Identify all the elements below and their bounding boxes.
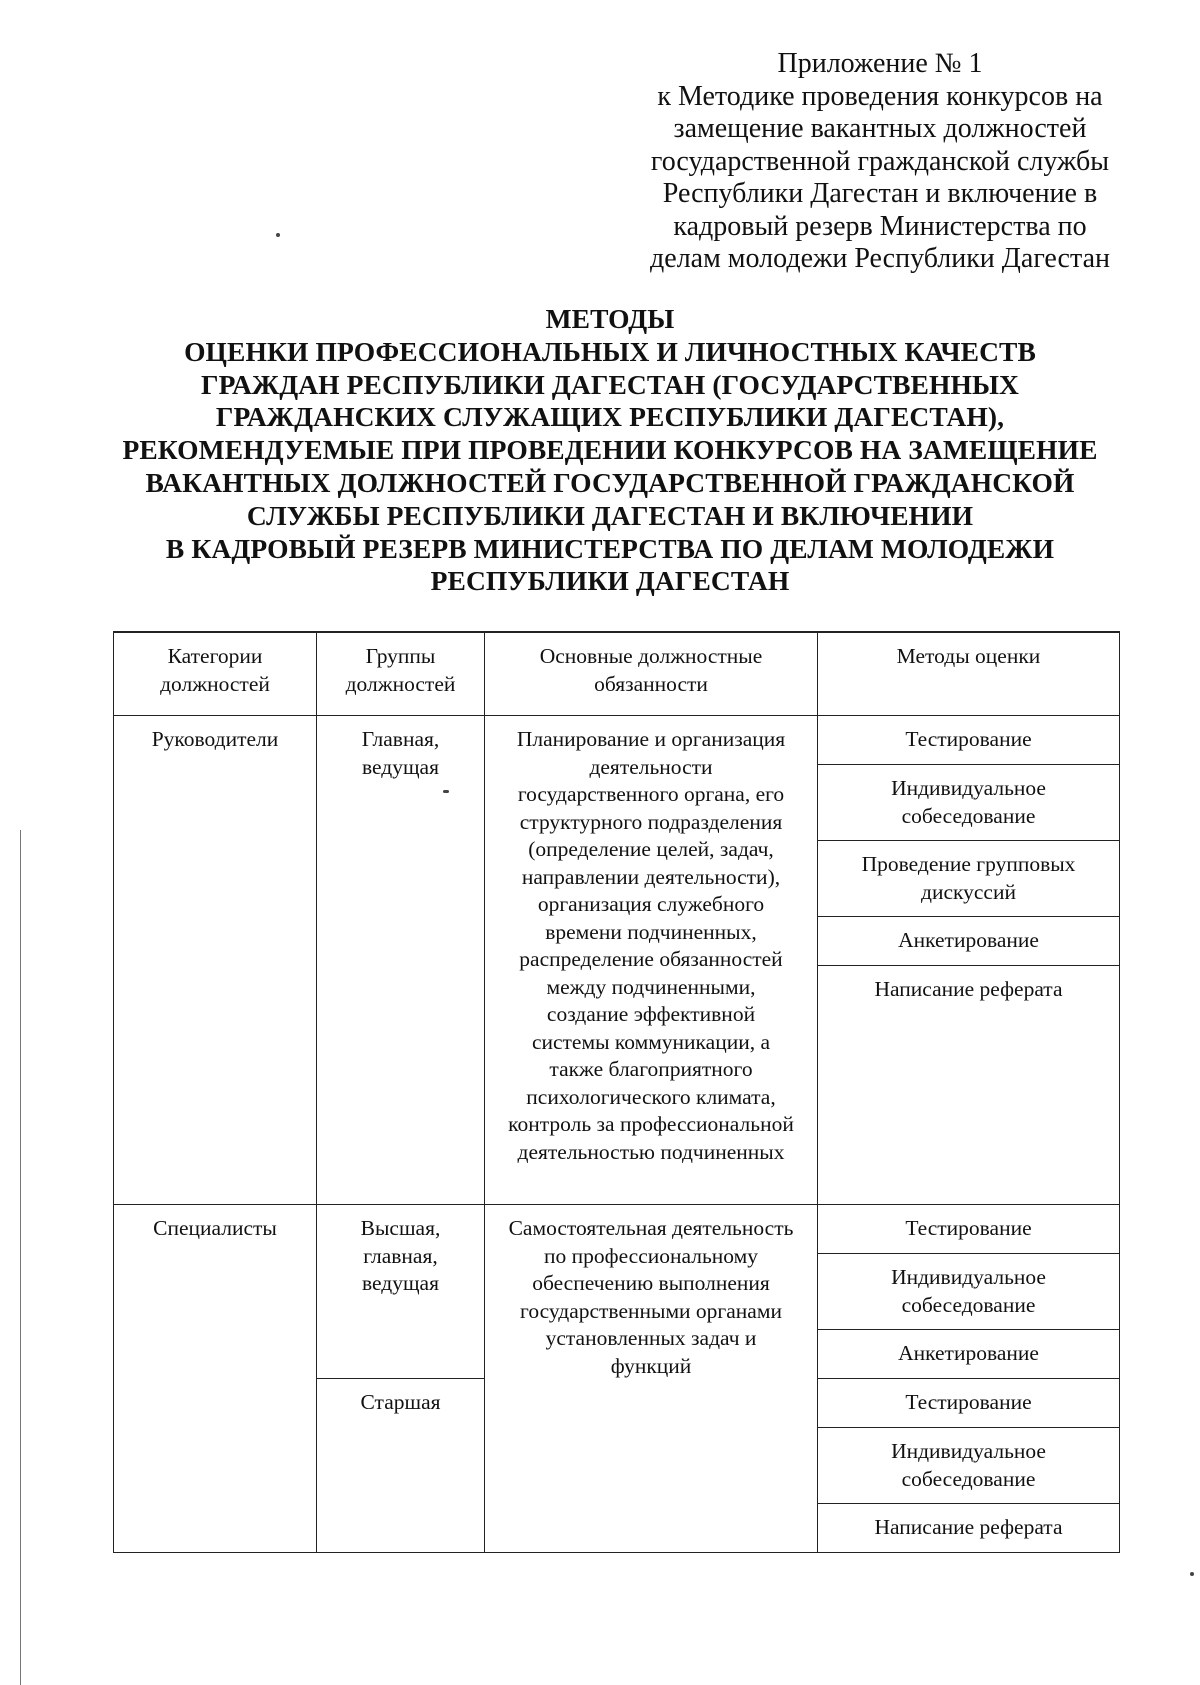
header-categories: Категории должностей xyxy=(114,632,317,716)
appendix-line: Приложение № 1 xyxy=(777,48,983,79)
group-managers: Главная, ведущая xyxy=(317,716,485,1205)
table-row xyxy=(114,1205,1120,1254)
title-line: МЕТОДЫ xyxy=(545,303,675,334)
category-specialists: Специалисты xyxy=(114,1205,317,1553)
table-header-row xyxy=(114,632,1120,716)
title-line: ОЦЕНКИ ПРОФЕССИОНАЛЬНЫХ И ЛИЧНОСТНЫХ КАЧЕСТВ xyxy=(184,335,1036,367)
category-managers: Руководители xyxy=(114,716,317,1205)
scan-speck xyxy=(276,233,280,237)
group-specialists-senior: Высшая, главная, ведущая xyxy=(317,1205,485,1379)
header-groups: Группы должностей xyxy=(317,632,485,716)
method-cell: Индивидуальное собеседование xyxy=(818,1254,1120,1330)
title-line: РЕСПУБЛИКИ ДАГЕСТАН xyxy=(430,565,790,597)
appendix-line: государственной гражданской службы xyxy=(650,145,1110,177)
header-duties: Основные должностные обязанности xyxy=(485,632,818,716)
method-cell: Индивидуальное собеседование xyxy=(818,765,1120,841)
duties-specialists: Самостоятельная деятельность по профессиональному обеспечению выполнения государственными органами установленных задач и функций xyxy=(485,1205,818,1553)
title-line: ГРАЖДАНСКИХ СЛУЖАЩИХ РЕСПУБЛИКИ ДАГЕСТАН), xyxy=(215,401,1005,433)
header-methods: Методы оценки xyxy=(818,632,1120,716)
method-cell: Написание реферата xyxy=(818,966,1120,1015)
method-cell: Тестирование xyxy=(818,1205,1120,1254)
method-cell: Индивидуальное собеседование xyxy=(818,1428,1120,1504)
method-cell: Написание реферата xyxy=(818,1504,1120,1553)
scan-margin-line xyxy=(20,830,21,1685)
document-title xyxy=(60,303,1160,598)
method-cell: Анкетирование xyxy=(818,1330,1120,1379)
appendix-line: к Методике проведения конкурсов на xyxy=(657,80,1103,112)
title-line: СЛУЖБЫ РЕСПУБЛИКИ ДАГЕСТАН И ВКЛЮЧЕНИИ xyxy=(246,499,974,531)
appendix-line: кадровый резерв Министерства по xyxy=(673,210,1087,242)
title-line: РЕКОМЕНДУЕМЫЕ ПРИ ПРОВЕДЕНИИ КОНКУРСОВ НА ЗАМЕЩЕНИЕ xyxy=(122,434,1098,466)
method-cell: Тестирование xyxy=(818,716,1120,765)
method-cell: Тестирование xyxy=(818,1379,1120,1428)
scan-speck xyxy=(1190,1572,1194,1576)
methods-table xyxy=(113,631,1120,1553)
title-line: В КАДРОВЫЙ РЕЗЕРВ МИНИСТЕРСТВА ПО ДЕЛАМ МОЛОДЕЖИ xyxy=(165,532,1055,564)
title-line: ГРАЖДАН РЕСПУБЛИКИ ДАГЕСТАН (ГОСУДАРСТВЕННЫХ xyxy=(200,368,1020,400)
appendix-line: замещение вакантных должностей xyxy=(673,113,1087,144)
appendix-line: делам молодежи Республики Дагестан xyxy=(650,243,1110,274)
duties-managers: Планирование и организация деятельности государственного органа, его структурного подразделения (определение целей, задач, направлении деятельности), организация служебного времени подчиненных, распределение обязанностей между подчиненными, создание эффективной системы коммуникации, а также благоприятного психологического климата, контроль за профессиональной деятельностью подчиненных xyxy=(485,716,818,1205)
scan-speck xyxy=(443,790,449,793)
method-cell: Проведение групповых дискуссий xyxy=(818,841,1120,917)
method-cell: Анкетирование xyxy=(818,917,1120,966)
group-specialists-junior: Старшая xyxy=(317,1379,485,1553)
method-spacer xyxy=(818,1014,1120,1205)
appendix-heading xyxy=(600,48,1160,276)
table-row xyxy=(114,716,1120,765)
appendix-line: Республики Дагестан и включение в xyxy=(662,178,1098,209)
title-line: ВАКАНТНЫХ ДОЛЖНОСТЕЙ ГОСУДАРСТВЕННОЙ ГРАЖДАНСКОЙ xyxy=(145,466,1075,498)
